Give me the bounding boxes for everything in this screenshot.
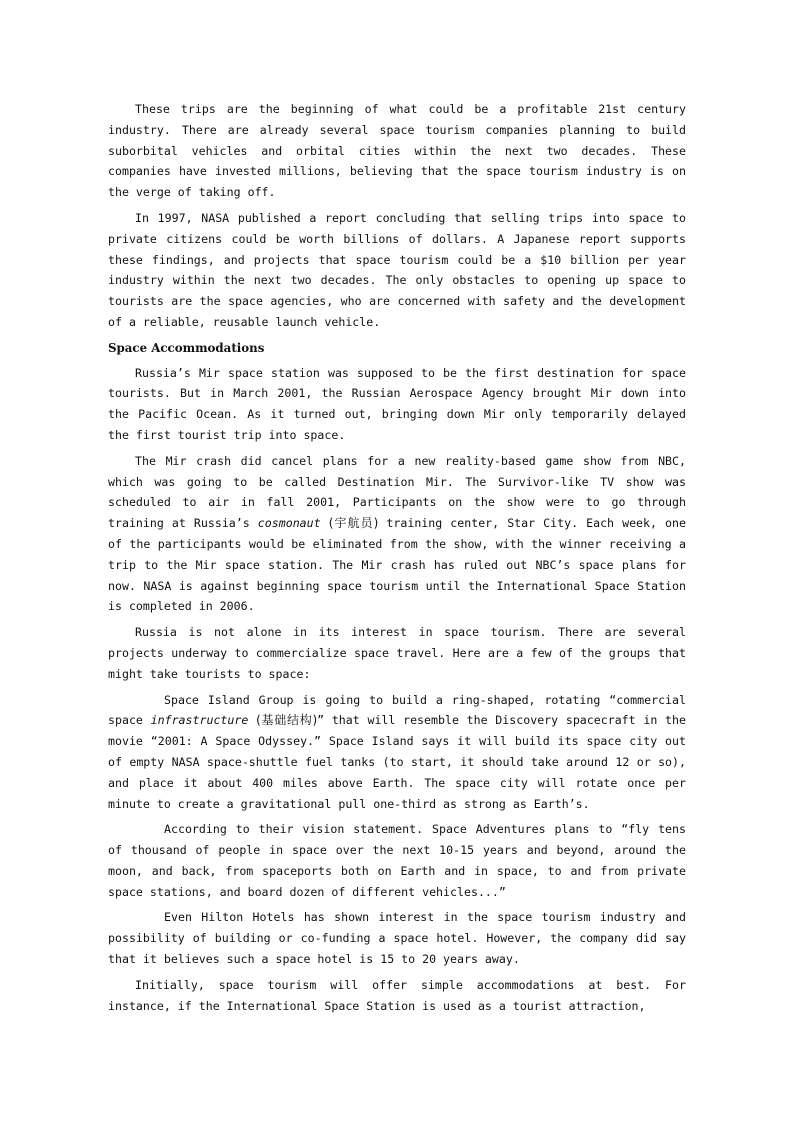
paragraph-russia-not-alone: Russia is not alone in its interest in space tourism. There are several projects underway to commercialize space travel. Here are a few of the groups that might take tourists to space: [108,625,686,681]
paragraph-mir-game-show [108,451,686,617]
paragraph-text: training center, Star City. Each week, one of the participants would be eliminated from the show, with the winner receiving a trip to the Mir space station. The Mir crash has ruled out NBC’s space plans for now. NASA is against beginning space tourism until the International Space Station is completed in 2006. [108,516,686,614]
paragraph-space-island-group [108,690,686,815]
paragraph-text: ” that will resemble the Discovery spacecraft in the movie “2001: A Space Odyssey.” Space Island says it will build its space city out of empty NASA space-shuttle fuel tanks (to start, it should take around 12 or so), and place it about 400 miles above Earth. The space city will rotate once per minute to create a gravitational pull one-third as strong as Earth’s. [108,713,686,811]
paragraph-hilton-hotels: Even Hilton Hotels has shown interest in the space tourism industry and possibility of building or co-funding a space hotel. However, the company did say that it believes such a space hotel is 15 to 20 years away. [108,910,686,967]
paragraph-industry-outlook: These trips are the beginning of what could be a profitable 21st century industry. There are already several space tourism companies planning to build suborbital vehicles and orbital cities within the next two decades. These companies have invested millions, believing that the space tourism industry is on the verge of taking off. [108,102,686,200]
chinese-gloss: (宇航员) [328,516,379,531]
paragraph-text: Space Island Group is going to build a ring-shaped, rotating “commercial space [108,692,686,728]
paragraph-nasa-report: In 1997, NASA published a report concluding that selling trips into space to private citizens could be worth billions of dollars. A Japanese report supports these findings, and projects that space tourism could be a $10 billion per year industry within the next two decades. The only obstacles to opening up space to tourists are the space agencies, who are concerned with safety and the development of a reliable, reusable launch vehicle. [108,210,686,329]
chinese-gloss: (基础结构) [256,713,318,728]
vocab-term: cosmonaut [257,516,321,531]
vocab-term: infrastructure [150,713,249,728]
paragraph-space-adventures: According to their vision statement. Space Adventures plans to “fly tens of thousand of people in space over the next 10-15 years and beyond, around the moon, and back, from spaceports both on Earth and in space, to and from private space stations, and board dozen of different vehicles...” [108,822,686,899]
paragraph-accommodations: Initially, space tourism will offer simple accommodations at best. For instance, if the International Space Station is used as a tourist attraction, [108,977,686,1013]
section-heading: Space Accommodations [108,340,265,355]
paragraph-text: The Mir crash did cancel plans for a new reality-based game show from NBC, which was going to be called Destination Mir. The Survivor-like TV show was scheduled to air in fall 2001, Participants on the show were to go through training at Russia’s [108,453,686,531]
document-page [108,99,686,1021]
paragraph-mir-station: Russia’s Mir space station was supposed to be the first destination for space tourists. But in March 2001, the Russian Aerospace Agency brought Mir down into the Pacific Ocean. As it turned out, bringing down Mir only temporarily delayed the first tourist trip into space. [108,365,686,442]
